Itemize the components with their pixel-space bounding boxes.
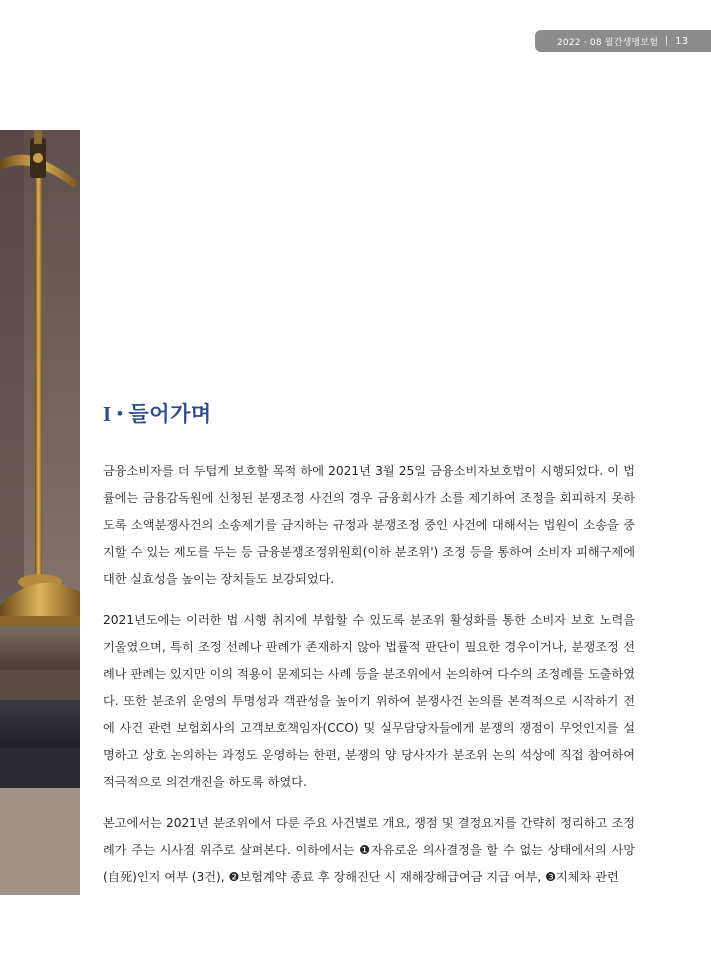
publication-label: 2022 · 08 월간생명보험 — [557, 37, 659, 48]
brass-balance-scale-image — [0, 130, 80, 895]
paragraph-2: 2021년도에는 이러한 법 시행 취지에 부합할 수 있도록 분조위 활성화를 통한 소비자 보호 노력을 기울였으며, 특히 조정 선례나 판례가 존재하지 않아 법률적 판단이 필요한 경우이거나, 분쟁조정 선례나 판례는 있지만 이의 적용이 문제되는 사례 등을 분조위에서 논의하여 다수의 조정례를 도출하였다. 또한 분조위 운영의 투명성과 객관성을 높이기 위하여 분쟁사건 논의를 본격적으로 시작하기 전에 사건 관련 보험회사의 고객보호책임자(CCO) 및 실무담당자들에게 분쟁의 쟁점이 무엇인지를 설명하고 상호 논의하는 과정도 운영하는 한편, 분쟁의 양 당사자가 분조위 논의 석상에 직접 참여하여 적극적으로 의견개진을 하도록 하였다. — [103, 613, 635, 789]
section-number: I — [103, 402, 112, 426]
paragraph-1: 금융소비자를 더 두텁게 보호할 목적 하에 2021년 3월 25일 금융소비자보호법이 시행되었다. 이 법률에는 금융감독원에 신청된 분쟁조정 사건의 경우 금융회사가 소를 제기하여 조정을 회피하지 못하도록 소액분쟁사건의 소송제기를 금지하는 규정과 분쟁조정 중인 사건에 대해서는 법원이 소송을 중지할 수 있는 제도를 두는 등 금융분쟁조정위원회(이하 분조위') 조정 등을 통하여 소비자 피해구제에 대한 실효성을 높이는 장치들도 보강되었다. — [103, 464, 635, 586]
section-bullet: • — [115, 407, 125, 422]
paragraph-3: 본고에서는 2021년 분조위에서 다룬 주요 사건별로 개요, 쟁점 및 결정요지를 간략히 정리하고 조정례가 주는 시사점 위주로 살펴본다. 이하에서는 ❶자유로운 의사결정을 할 수 없는 상태에서의 사망(自死)인지 여부 (3건), ❷보험계약 종료 후 장해진단 시 재해장해급여금 지급 여부, ❸지체차 관련 — [103, 816, 635, 884]
header-divider — [666, 36, 667, 46]
page-number: 13 — [675, 35, 689, 47]
section-heading — [103, 398, 212, 428]
page-header-tab — [535, 30, 711, 52]
section-title-text: 들어가며 — [128, 401, 212, 426]
